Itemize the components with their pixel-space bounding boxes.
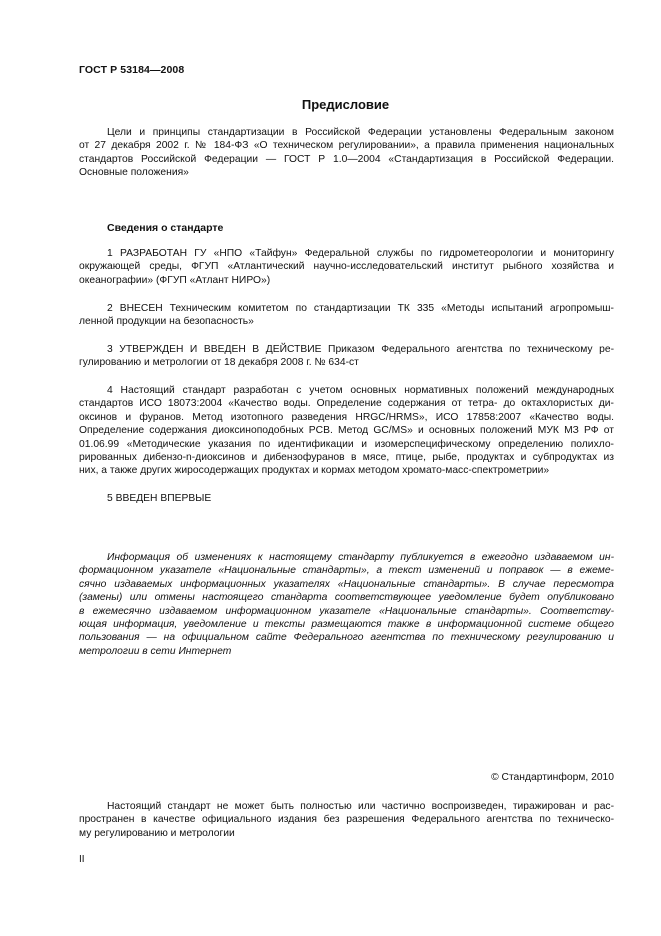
text-line: от 27 декабря 2002 г. № 184-ФЗ «О техническом регулировании», а правила применения национальных: [79, 140, 614, 152]
copyright-notice: © Стандартинформ, 2010: [491, 772, 614, 783]
text-line: му регулированию и метрологии: [79, 827, 235, 839]
text-line: ленной продукции на безопасность»: [79, 316, 254, 328]
text-line: 3 УТВЕРЖДЕН И ВВЕДЕН В ДЕЙСТВИЕ Приказом Федерального агентства по техническому ре-: [107, 344, 614, 355]
notice-paragraph: [79, 551, 614, 658]
item-4-paragraph: [79, 384, 614, 478]
text-line: Настоящий стандарт не может быть полностью или частично воспроизведен, тиражирован и рас-: [107, 801, 614, 812]
item-3-paragraph: [79, 343, 614, 370]
text-line: сячно издаваемых информационных указателях «Национальные стандарты». В случае пересмотра: [79, 578, 614, 590]
text-line: них, а также других жиросодержащих продуктах и кормах методом хромато-масс-спектрометрии»: [79, 465, 550, 477]
text-line: Цели и принципы стандартизации в Российской Федерации установлены Федеральным законом: [107, 127, 614, 138]
page-number: II: [79, 854, 85, 865]
text-line: метрологии в сети Интернет: [79, 645, 232, 657]
text-line: стандартов Российской Федерации — ГОСТ Р 1.0—2004 «Стандартизация в Российской Федерации.: [79, 153, 614, 165]
intro-paragraph: [79, 126, 614, 180]
text-line: окружающей среды, ФГУП «Атлантический научно-исследовательский институт рыбного хозяйства и: [79, 261, 614, 273]
text-line: рированных дибензо-n-диоксинов и дибензофуранов в мясе, птице, рыбе, продуктах и субпродуктах из: [79, 452, 614, 464]
text-line: океанографии» (ФГУП «Атлант НИРО»): [79, 274, 271, 286]
text-line: Основные положения»: [79, 167, 189, 179]
text-line: 4 Настоящий стандарт разработан с учетом основных нормативных положений международных: [107, 385, 614, 396]
text-line: пространен в качестве официального издания без разрешения Федерального агентства по техническо-: [79, 814, 614, 826]
text-line: (замены) или отмены настоящего стандарта соответствующее уведомление будет опубликовано: [79, 592, 614, 604]
text-line: Информация об изменениях к настоящему стандарту публикуется в ежегодно издаваемом ин-: [107, 552, 614, 563]
text-line: стандартов ИСО 18073:2004 «Качество воды. Определение содержания от тетра- до октахлористых ди-: [79, 398, 614, 410]
item-2-paragraph: [79, 302, 614, 329]
text-line: 5 ВВЕДЕН ВПЕРВЫЕ: [107, 493, 212, 504]
page-title: Предисловие: [301, 97, 390, 112]
text-line: гулированию и метрологии от 18 декабря 2008 г. № 634-ст: [79, 357, 359, 369]
item-5-paragraph: [79, 492, 614, 505]
text-line: пользования — на официальном сайте Федерального агентства по техническому регулированию и: [79, 632, 614, 644]
text-line: 01.06.99 «Методические указания по идентификации и изомерспецифическому определению полихло-: [79, 438, 614, 450]
text-line: Определение содержания диоксиноподобных PCB. Метод GC/MS» и основных положений МУК МЗ РФ от: [79, 425, 614, 437]
text-line: формационном указателе «Национальные стандарты», а текст изменений и поправок — в ежеме-: [79, 565, 614, 577]
text-line: 2 ВНЕСЕН Техническим комитетом по стандартизации ТК 335 «Методы испытаний агропромыш-: [107, 303, 614, 314]
text-line: оксинов и фуранов. Метод изотопного разведения HRGC/HRMS», ИСО 17858:2007 «Качество воды.: [79, 411, 614, 423]
text-line: в ежемесячно издаваемом информационном указателе «Национальные стандарты». Соответству-: [79, 605, 614, 617]
text-line: ющая информация, уведомление и тексты размещаются также в информационной системе общего: [79, 619, 614, 631]
reproduction-notice: [79, 800, 614, 840]
section-subheading: Сведения о стандарте: [107, 222, 224, 234]
text-line: 1 РАЗРАБОТАН ГУ «НПО «Тайфун» Федеральной службы по гидрометеорологии и мониторингу: [107, 248, 614, 259]
standard-code: ГОСТ Р 53184—2008: [79, 64, 185, 76]
item-1-paragraph: [79, 247, 614, 287]
